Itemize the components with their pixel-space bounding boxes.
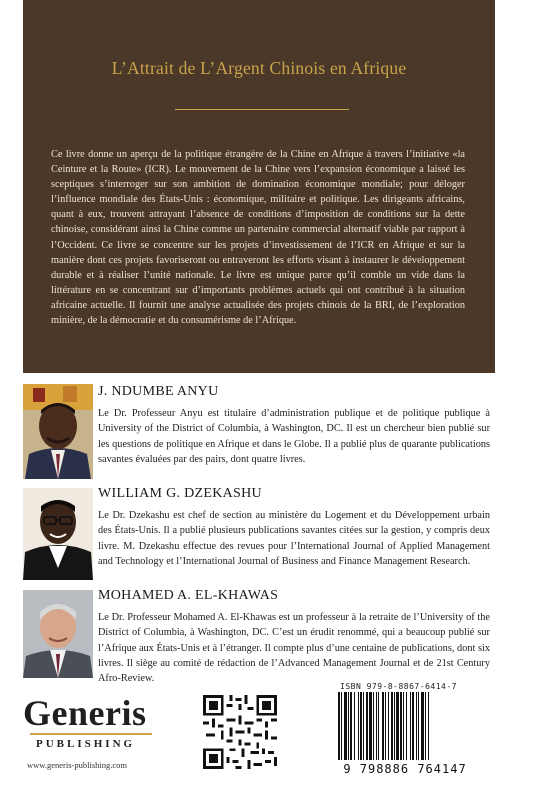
barcode-bar [388, 692, 389, 760]
barcode-bar [400, 692, 402, 760]
cover-panel [23, 0, 495, 373]
book-title: L’Attrait de L’Argent Chinois en Afrique [111, 58, 407, 78]
barcode-bar [354, 692, 355, 760]
barcode-number: 9 798886 764147 [343, 762, 467, 776]
barcode-bar [412, 692, 414, 760]
author-photo-dzekashu [23, 488, 93, 580]
barcode-bar [369, 692, 372, 760]
barcode-bar [341, 692, 342, 760]
barcode-bar [421, 692, 424, 760]
author-photo-el-khawas [23, 590, 93, 678]
barcode-bar [350, 692, 352, 760]
barcode-bar [344, 692, 347, 760]
author-bio: Le Dr. Dzekashu est chef de section au ministère du Logement et du Développement urbain des États-Unis. Il a publié plusieurs publications savantes citées sur la gestion, y compris deux livre. M. Dzekashu effectue des revues pour l’International Journal of Applied Management and Technology et l’International Journal of Business and Finance Management Research. [98, 510, 490, 567]
publisher-logo: Generis [23, 693, 147, 733]
author-photo-anyu [23, 384, 93, 479]
barcode-bar [416, 692, 417, 760]
author-bio: Le Dr. Professeur Mohamed A. El-Khawas est un professeur à la retraite de l’University of the District of Columbia, à Washington, DC. C’est un érudit renommé, qui a beaucoup publié sur l’Afrique aux États-Unis et à l’étranger. Il compte plus d’une centaine de publications, dont six livres. Il siège au comité de rédaction de l’Advanced Management Journal et de 21st Century Afro-Review. [98, 612, 490, 685]
barcode-bar [394, 692, 395, 760]
barcode-bar [410, 692, 411, 760]
barcode-bar [396, 692, 399, 760]
qr-code [203, 695, 277, 769]
barcode-bar [376, 692, 377, 760]
barcode-bar [382, 692, 384, 760]
author-bio: Le Dr. Professeur Anyu est titulaire d’administration publique et de politique publique à University of the District of Columbia, à Washington, DC. Il est un chercheur bien publié sur les questions de politique en Afrique et dans le Globe. Il a publié plus de quarante publications savantes évaluées par des pairs, dont quatre livres. [98, 408, 490, 465]
barcode-bar [428, 692, 429, 760]
isbn-label: ISBN 979-8-8867-6414-7 [340, 682, 457, 691]
publisher-logo-rule [30, 733, 152, 735]
book-blurb: Ce livre donne un aperçu de la politique étrangère de la Chine en Afrique à travers l’initiative «la Ceinture et la Route» (ICR). Le mouvement de la Chine vers l’expansion économique a laissé les sceptiques s’interroger sur son ambition de domination économique mondiale; pour déloger l’influence mondiale des États-Unis : économique, militaire et politique. Les dirigeants africains, quant à eux, trouvent attrayant l’absence de conditions d’imposition de conditions sur la dette chinoise, considérant ainsi la Chine comme un partenaire commercial alternatif viable par rapport à l’Occident. Ce livre se concentre sur les projets d’investissement de l’ICR en Afrique et sur la manière dont ces projets favoriseront ou entraveront les efforts visant à instaurer le développement durable et à réaliser l’unité nationale. Le livre est unique parce qu’il comble un vide dans la littérature en se concentrant sur d’importants problèmes actuels qui ont contribué à la situation africaine actuelle. Il fournit une analyse actualisée des projets chinois de la BRI, de l’exploration minière, de la démocratie et du consumérisme de l’Afrique. [51, 149, 465, 327]
barcode-bar [425, 692, 426, 760]
barcode-bars [330, 692, 480, 762]
barcode-bar [338, 692, 340, 760]
barcode-bar [378, 692, 379, 760]
barcode-bar [363, 692, 364, 760]
barcode-bar [391, 692, 393, 760]
barcode-bar [348, 692, 349, 760]
barcode-bar [385, 692, 386, 760]
author-name: MOHAMED A. EL-KHAWAS [98, 588, 279, 603]
isbn-barcode [330, 680, 480, 780]
title-divider [175, 109, 349, 110]
barcode-bar [403, 692, 404, 760]
author-section-el-khawas [23, 588, 495, 685]
author-section-anyu [23, 384, 495, 484]
barcode-bar [406, 692, 407, 760]
publisher-subtitle: PUBLISHING [36, 738, 136, 750]
barcode-bar [373, 692, 374, 760]
author-section-dzekashu [23, 486, 495, 591]
barcode-bar [366, 692, 368, 760]
publisher-website: www.generis-publishing.com [27, 760, 128, 770]
barcode-bar [360, 692, 362, 760]
barcode-bar [418, 692, 419, 760]
author-name: J. NDUMBE ANYU [98, 384, 219, 399]
barcode-bar [358, 692, 359, 760]
author-name: WILLIAM G. DZEKASHU [98, 486, 262, 501]
